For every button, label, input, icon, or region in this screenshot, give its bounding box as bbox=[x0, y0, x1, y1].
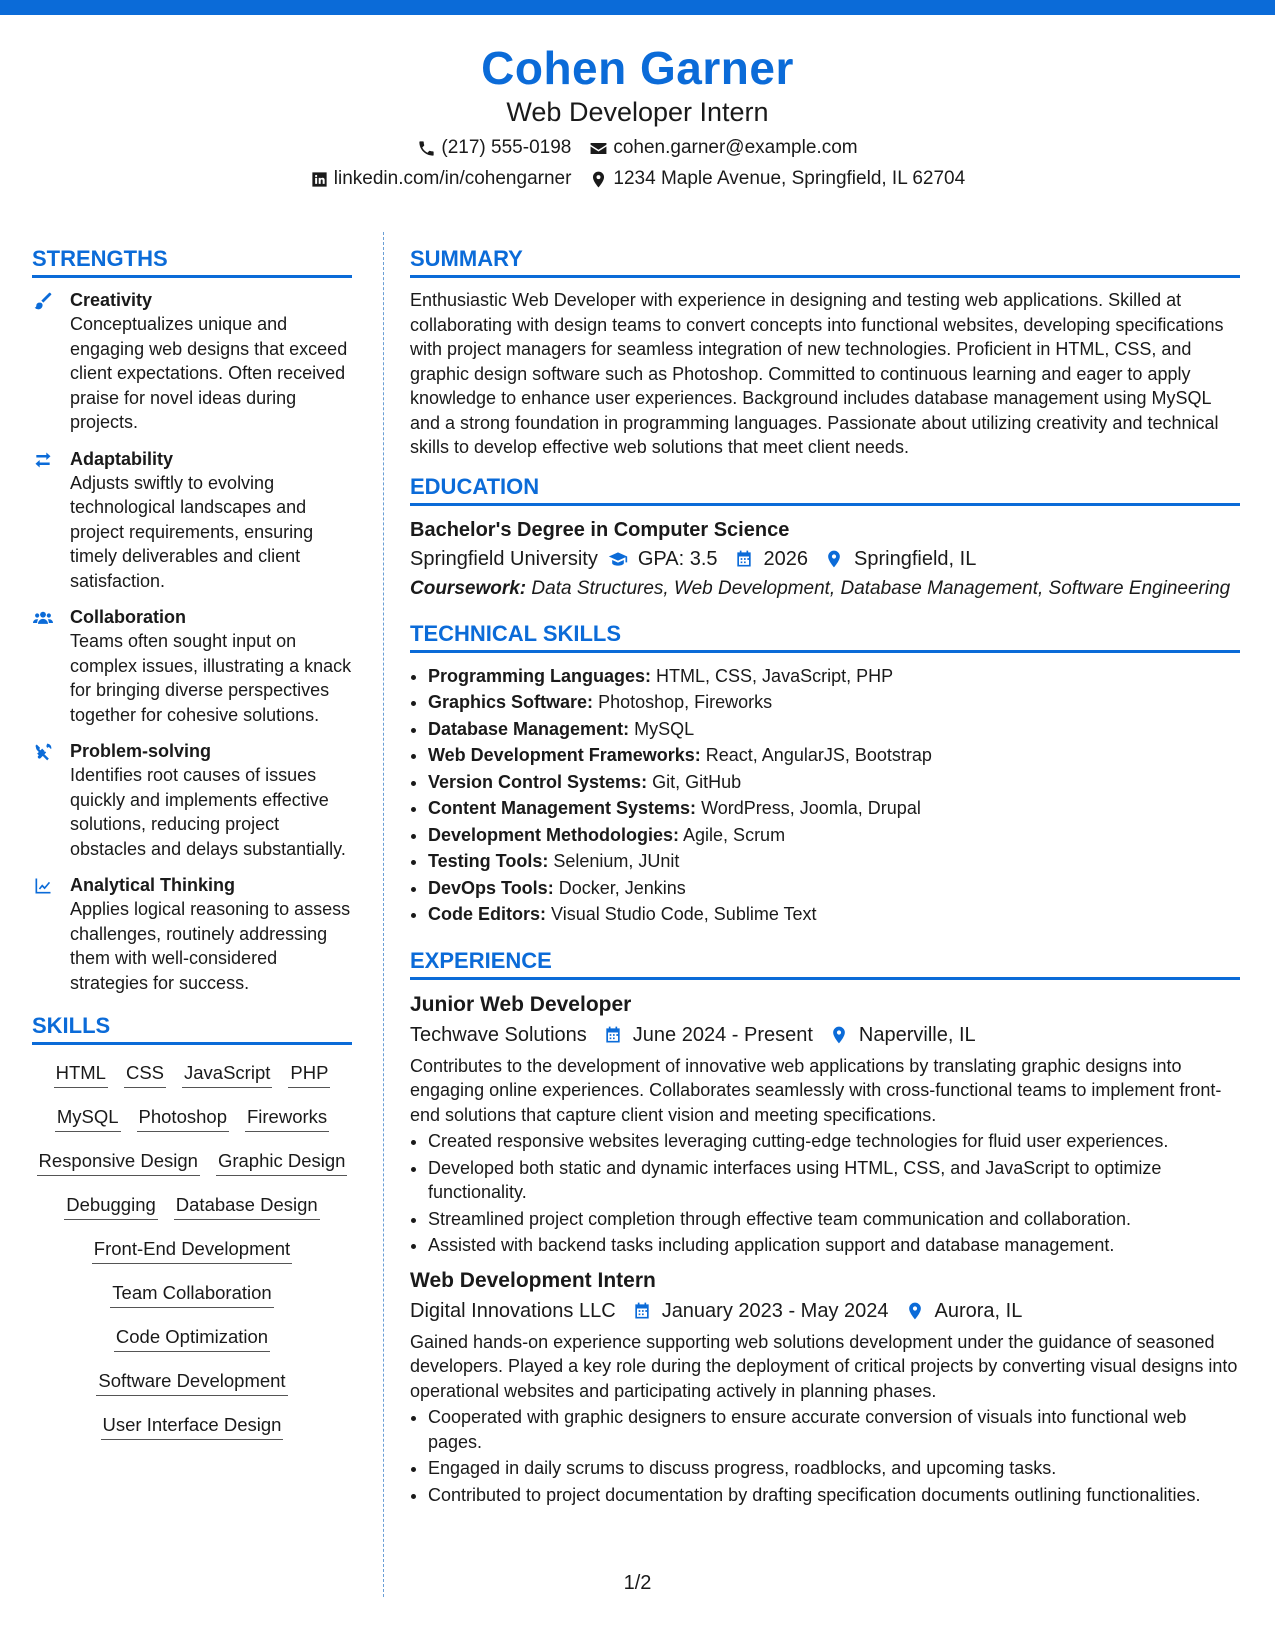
coursework-label: Coursework: bbox=[410, 577, 527, 599]
strength-item bbox=[32, 605, 352, 727]
skill-chip: Software Development bbox=[96, 1369, 287, 1396]
skill-value: WordPress, Joomla, Drupal bbox=[701, 798, 921, 818]
skills-row bbox=[32, 1413, 352, 1440]
top-accent-bar bbox=[0, 0, 1275, 15]
job-dates: June 2024 - Present bbox=[632, 1023, 813, 1046]
education-heading: EDUCATION bbox=[410, 474, 1240, 506]
skills-heading: SKILLS bbox=[32, 1013, 352, 1045]
skills-row bbox=[32, 1105, 352, 1132]
job-description: Gained hands-on experience supporting web solutions development under the guidance of seasoned developers. Played a key role during the deployment of critical projects by converting visual designs into operational websites and participating actively in planning phases. bbox=[410, 1331, 1238, 1401]
skill-chip: Debugging bbox=[64, 1193, 158, 1220]
skill-chip: JavaScript bbox=[182, 1061, 272, 1088]
users-icon bbox=[32, 608, 54, 628]
skill-value: HTML, CSS, JavaScript, PHP bbox=[656, 665, 894, 686]
list-item: • Engaged in daily scrums to discuss progress, roadblocks, and upcoming tasks. bbox=[428, 1456, 1240, 1481]
skills-row bbox=[32, 1061, 352, 1088]
strength-item bbox=[32, 288, 352, 435]
left-column bbox=[32, 246, 352, 1457]
strength-desc: Adjusts swiftly to evolving technological landscapes and project requirements, ensuring timely deliverables and client satisfaction. bbox=[70, 472, 314, 591]
chart-line-icon bbox=[32, 876, 54, 896]
skill-chip: Team Collaboration bbox=[110, 1281, 273, 1308]
list-item bbox=[428, 875, 1240, 902]
skill-value: Git, GitHub bbox=[652, 771, 742, 792]
skill-label: Database Management: bbox=[428, 718, 630, 739]
list-item bbox=[428, 769, 1240, 796]
graduation-cap-icon bbox=[608, 549, 628, 569]
list-item: • Contributed to project documentation by drafting specification documents outlining functionalities. bbox=[428, 1483, 1240, 1508]
job-title: Junior Web Developer bbox=[410, 992, 632, 1016]
resume-header bbox=[0, 38, 1275, 191]
skill-value: MySQL bbox=[634, 718, 695, 739]
phone-text: (217) 555-0198 bbox=[441, 137, 572, 158]
skill-value: Docker, Jenkins bbox=[558, 877, 686, 898]
job-entry bbox=[410, 990, 1240, 1258]
page-number: 1/2 bbox=[623, 1572, 652, 1594]
skill-value: Agile, Scrum bbox=[683, 824, 786, 845]
list-item: • Cooperated with graphic designers to ensure accurate conversion of visuals into functional web pages. bbox=[428, 1405, 1240, 1454]
strength-item bbox=[32, 739, 352, 861]
coursework-text: Data Structures, Web Development, Database Management, Software Engineering bbox=[531, 577, 1231, 599]
strength-item bbox=[32, 447, 352, 594]
skill-value: Selenium, JUnit bbox=[553, 851, 680, 871]
calendar-icon bbox=[632, 1301, 652, 1321]
calendar-icon bbox=[734, 549, 754, 569]
job-bullets bbox=[410, 1405, 1240, 1507]
technical-skills-list bbox=[410, 663, 1240, 928]
list-item bbox=[428, 689, 1240, 716]
list-item bbox=[428, 742, 1240, 769]
list-item bbox=[428, 901, 1240, 928]
education-location: Springfield, IL bbox=[854, 547, 977, 570]
skills-chips bbox=[32, 1055, 352, 1440]
column-divider bbox=[383, 232, 384, 1597]
skill-chip: User Interface Design bbox=[101, 1413, 284, 1440]
skill-label: Code Editors: bbox=[428, 904, 547, 924]
phone-icon bbox=[417, 139, 436, 158]
envelope-icon bbox=[589, 139, 608, 158]
skill-value: Visual Studio Code, Sublime Text bbox=[551, 904, 817, 924]
job-location: Naperville, IL bbox=[858, 1023, 976, 1046]
candidate-name: Cohen Garner bbox=[481, 42, 794, 94]
list-item bbox=[428, 795, 1240, 822]
experience-heading: EXPERIENCE bbox=[410, 948, 1240, 980]
list-item: • Assisted with backend tasks including application support and database management. bbox=[428, 1233, 1240, 1258]
map-pin-icon bbox=[829, 1025, 849, 1045]
summary-text: Enthusiastic Web Developer with experience in designing and testing web applications. Skilled at collaborating with design teams to convert concepts into functional websites, developing specifications with project managers for seamless integration of new technologies. Proficient in HTML, CSS, and graphic design software such as Photoshop. Committed to continuous learning and eager to apply knowledge to enhance user experiences. Background includes database management using MySQL and a strong foundation in programming languages. Passionate about utilizing creativity and technical skills to develop effective web solutions that meet client needs. bbox=[410, 290, 1224, 457]
skill-chip: MySQL bbox=[55, 1105, 121, 1132]
skill-value: React, AngularJS, Bootstrap bbox=[705, 745, 932, 765]
strengths-heading: STRENGTHS bbox=[32, 246, 352, 278]
job-description: Contributes to the development of innovative web applications by translating graphic designs into engaging online experiences. Collaborates seamlessly with cross-functional teams to implement front-end solutions that capture client vision and meeting specifications. bbox=[410, 1055, 1222, 1125]
strength-title: Creativity bbox=[70, 290, 153, 310]
skill-chip: Front-End Development bbox=[92, 1237, 292, 1264]
skill-chip: Graphic Design bbox=[216, 1149, 348, 1176]
skill-chip: HTML bbox=[54, 1061, 108, 1088]
job-bullets bbox=[410, 1129, 1240, 1258]
list-item bbox=[428, 663, 1240, 690]
email-text: cohen.garner@example.com bbox=[613, 137, 858, 158]
job-meta bbox=[410, 1296, 1240, 1326]
list-item bbox=[428, 822, 1240, 849]
education-coursework bbox=[410, 577, 1240, 601]
skill-label: Web Development Frameworks: bbox=[428, 745, 701, 765]
job-company: Digital Innovations LLC bbox=[410, 1299, 616, 1322]
job-company: Techwave Solutions bbox=[410, 1023, 587, 1046]
skills-row bbox=[32, 1193, 352, 1220]
skills-row bbox=[32, 1149, 352, 1176]
list-item: • Streamlined project completion through effective team communication and collaboration. bbox=[428, 1207, 1240, 1232]
linkedin-icon bbox=[310, 170, 329, 189]
contact-address bbox=[589, 167, 965, 191]
contact-line-2 bbox=[0, 167, 1275, 191]
strength-desc: Applies logical reasoning to assess challenges, routinely addressing them with well-considered strategies for success. bbox=[70, 899, 351, 993]
job-title: Web Development Intern bbox=[410, 1268, 656, 1292]
skills-row bbox=[32, 1281, 352, 1308]
education-meta bbox=[410, 544, 1240, 574]
strength-title: Problem-solving bbox=[70, 741, 212, 761]
skill-label: Programming Languages: bbox=[428, 665, 652, 686]
education-school: Springfield University bbox=[410, 547, 598, 570]
skill-label: Version Control Systems: bbox=[428, 771, 648, 792]
paintbrush-icon bbox=[32, 291, 54, 311]
strength-title: Adaptability bbox=[70, 448, 174, 469]
skill-chip: Responsive Design bbox=[37, 1149, 200, 1176]
skills-row bbox=[32, 1325, 352, 1352]
map-pin-icon bbox=[905, 1301, 925, 1321]
contact-linkedin[interactable] bbox=[310, 167, 572, 191]
strength-desc: Identifies root causes of issues quickly and implements effective solutions, reducing project obstacles and delays substantially. bbox=[70, 765, 346, 859]
job-location: Aurora, IL bbox=[934, 1299, 1023, 1322]
strength-title: Collaboration bbox=[70, 607, 186, 627]
skills-row bbox=[32, 1369, 352, 1396]
list-item bbox=[428, 716, 1240, 743]
strength-title: Analytical Thinking bbox=[70, 875, 236, 895]
calendar-icon bbox=[603, 1025, 623, 1045]
technical-skills-heading: TECHNICAL SKILLS bbox=[410, 621, 1240, 653]
skill-chip: Photoshop bbox=[137, 1105, 229, 1132]
education-degree: Bachelor's Degree in Computer Science bbox=[410, 518, 790, 541]
linkedin-text: linkedin.com/in/cohengarner bbox=[333, 168, 572, 189]
list-item: • Developed both static and dynamic interfaces using HTML, CSS, and JavaScript to optimize functionality. bbox=[428, 1156, 1240, 1205]
address-text: 1234 Maple Avenue, Springfield, IL 62704 bbox=[613, 168, 966, 189]
skills-row bbox=[32, 1237, 352, 1264]
list-item: • Created responsive websites leveraging cutting-edge technologies for fluid user experiences. bbox=[428, 1129, 1240, 1154]
skill-label: Content Management Systems: bbox=[428, 798, 697, 818]
tools-icon bbox=[32, 742, 54, 762]
skill-chip: Database Design bbox=[174, 1193, 320, 1220]
list-item bbox=[428, 848, 1240, 875]
candidate-role: Web Developer Intern bbox=[506, 97, 769, 127]
arrows-exchange-icon bbox=[32, 450, 54, 470]
map-pin-icon bbox=[824, 549, 844, 569]
education-gpa: GPA: 3.5 bbox=[637, 547, 718, 570]
skill-chip: Fireworks bbox=[245, 1105, 329, 1132]
skill-label: Graphics Software: bbox=[428, 692, 594, 712]
skill-label: DevOps Tools: bbox=[428, 877, 554, 898]
skill-chip: Code Optimization bbox=[114, 1325, 270, 1352]
strength-desc: Conceptualizes unique and engaging web designs that exceed client expectations. Often received praise for novel ideas during projects. bbox=[70, 314, 348, 432]
contact-email[interactable] bbox=[589, 136, 857, 160]
strength-item bbox=[32, 873, 352, 995]
education-year: 2026 bbox=[763, 547, 809, 570]
strength-desc: Teams often sought input on complex issues, illustrating a knack for bringing diverse perspectives together for cohesive solutions. bbox=[70, 631, 352, 725]
skill-label: Testing Tools: bbox=[428, 851, 549, 871]
skill-value: Photoshop, Fireworks bbox=[598, 692, 773, 712]
job-meta bbox=[410, 1020, 1240, 1050]
contact-line-1 bbox=[0, 136, 1275, 160]
job-entry bbox=[410, 1266, 1240, 1508]
contact-phone[interactable] bbox=[417, 136, 571, 160]
skill-chip: CSS bbox=[124, 1061, 166, 1088]
map-pin-icon bbox=[589, 170, 608, 189]
right-column bbox=[410, 246, 1240, 1515]
summary-heading: SUMMARY bbox=[410, 246, 1240, 278]
skill-chip: PHP bbox=[288, 1061, 330, 1088]
skill-label: Development Methodologies: bbox=[428, 824, 680, 845]
job-dates: January 2023 - May 2024 bbox=[661, 1299, 889, 1322]
